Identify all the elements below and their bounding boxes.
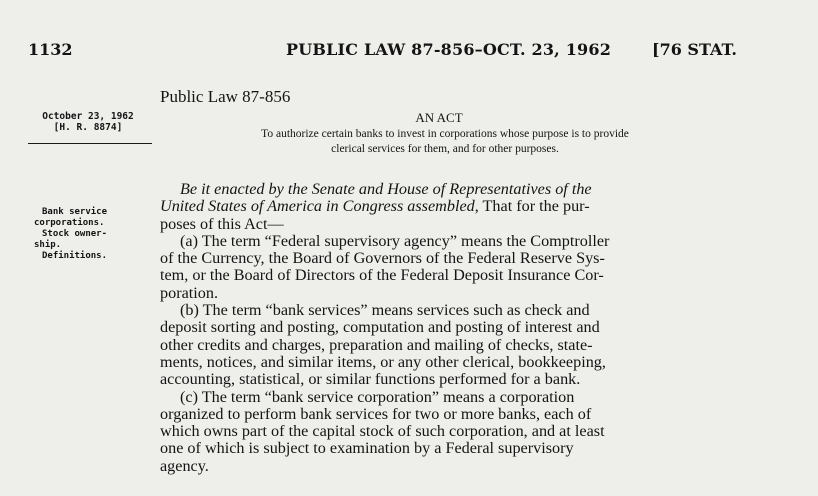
body-line	[160, 406, 728, 423]
body-line-text: of the Currency, the Board of Governors of the Federal Reserve Sys-	[160, 249, 605, 268]
body-line	[160, 216, 728, 233]
margin-bill-number: [H. R. 8874]	[53, 122, 123, 133]
body-line-text: agency.	[160, 456, 209, 475]
margin-topic: Bank service	[42, 207, 108, 217]
margin-divider	[28, 143, 152, 144]
margin-topic: ship.	[34, 240, 62, 250]
body-line-text: , That for the pur-	[474, 197, 590, 216]
body-line	[160, 285, 728, 302]
act-title: AN ACT	[415, 110, 463, 125]
body-line	[160, 440, 728, 457]
running-header-title: PUBLIC LAW 87-856–OCT. 23, 1962	[286, 40, 612, 59]
margin-date: October 23, 1962	[42, 111, 134, 122]
law-number: Public Law 87-856	[160, 87, 291, 106]
enacting-clause: Be it enacted by the Senate and House of Representatives of the	[180, 180, 592, 198]
body-line-text: which owns part of the capital stock of such corporation, and at least	[160, 422, 605, 441]
body-line	[160, 458, 728, 475]
body-line	[160, 233, 728, 250]
body-line-text: accounting, statistical, or similar functions performed for a bank.	[160, 370, 581, 389]
body-line	[160, 267, 728, 284]
body-line	[160, 250, 728, 267]
margin-date-note	[32, 111, 144, 133]
body-line-text: (b) The term “bank services” means services such as check and	[180, 301, 590, 320]
page-number: 1132	[28, 40, 73, 59]
body-line	[160, 371, 728, 388]
purpose-line: clerical services for them, and for other purposes.	[331, 143, 559, 155]
body-line	[160, 302, 728, 319]
body-line	[160, 423, 728, 440]
body-line	[160, 198, 728, 215]
body-line	[160, 389, 728, 406]
body-line-text: poration.	[160, 283, 218, 302]
act-body	[160, 181, 728, 475]
margin-topic: Stock owner-	[42, 229, 108, 239]
body-line-text: ments, notices, and similar items, or any other clerical, bookkeeping,	[160, 352, 606, 371]
body-line-text: other credits and charges, preparation and mailing of checks, state-	[160, 335, 593, 354]
body-line-text: organized to perform bank services for two or more banks, each of	[160, 404, 592, 423]
body-line	[160, 354, 728, 371]
body-line-text: one of which is subject to examination by a Federal supervisory	[160, 439, 574, 458]
body-line	[160, 181, 728, 198]
body-line-text: deposit sorting and posting, computation and posting of interest and	[160, 318, 600, 337]
body-line	[160, 319, 728, 336]
margin-topic: corporations.	[34, 218, 105, 228]
purpose-line: To authorize certain banks to invest in corporations whose purpose is to provide	[261, 128, 629, 140]
body-line-text: (a) The term “Federal supervisory agency” means the Comptroller	[180, 231, 610, 250]
body-line-text: (c) The term “bank service corporation” means a corporation	[180, 387, 575, 406]
body-line-text: tem, or the Board of Directors of the Federal Deposit Insurance Cor-	[160, 266, 604, 285]
statute-reference: [76 STAT.	[652, 40, 737, 59]
margin-topics	[34, 207, 144, 262]
body-line	[160, 337, 728, 354]
body-line-text	[160, 198, 590, 215]
margin-topic: Definitions.	[42, 251, 108, 261]
enacting-clause: United States of America in Congress assembled	[160, 197, 475, 216]
body-line-text: poses of this Act—	[160, 214, 284, 233]
act-purpose	[160, 127, 730, 157]
